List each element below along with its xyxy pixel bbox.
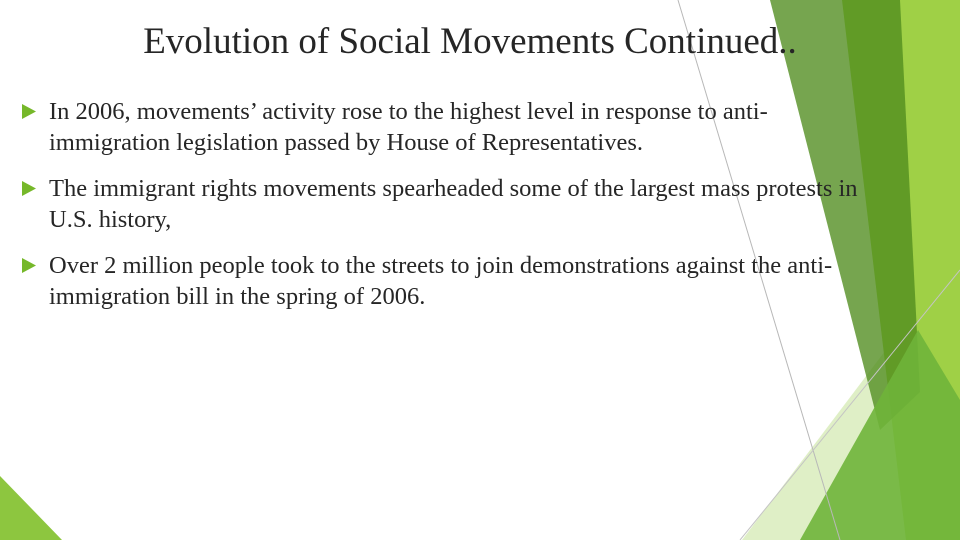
bullet-text: In 2006, movements’ activity rose to the highest level in response to anti-immigration legislation passed by House of Representatives. <box>49 98 768 156</box>
triangle-bullet-icon <box>22 258 36 273</box>
slide-title: Evolution of Social Movements Continued.. <box>143 21 797 62</box>
bullet-text: Over 2 million people took to the streets to join demonstrations against the anti-immigration bill in the spring of 2006. <box>49 252 833 310</box>
triangle-bullet-icon <box>22 181 36 196</box>
triangle-bullet-icon <box>22 104 36 119</box>
bullet-item <box>22 173 902 235</box>
bullet-item <box>22 250 902 312</box>
bullet-text: The immigrant rights movements spearheaded some of the largest mass protests in U.S. history, <box>49 175 858 233</box>
bullet-list <box>22 96 902 327</box>
bullet-item <box>22 96 902 158</box>
left-bottom-facet <box>0 476 62 540</box>
